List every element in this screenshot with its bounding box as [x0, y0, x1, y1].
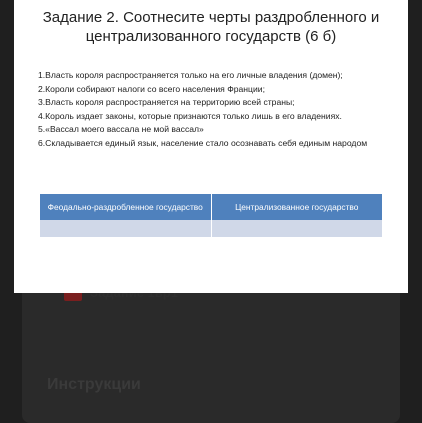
instructions-label: Инструкции — [47, 376, 141, 393]
answer-table — [40, 194, 382, 237]
statement-list — [38, 69, 388, 150]
col-header-feudal: Феодально-раздробленное государство — [40, 194, 211, 220]
table-cell-centralized — [211, 220, 382, 237]
statement-item: 6.Складывается единый язык, население стало осознавать себя единым народом — [38, 137, 368, 148]
heading-line-1: Задание 2. Соотнесите черты раздробленного и — [42, 9, 380, 26]
statement-item: 2.Короли собирают налоги со всего населения Франции; — [38, 83, 265, 94]
statement-item: 5.«Вассал моего вассала не мой вассал» — [38, 124, 204, 134]
statement-item: 4.Король издает законы, которые признаются только лишь в его владениях. — [38, 110, 342, 121]
table-row — [40, 220, 382, 237]
table-header-row — [40, 194, 382, 220]
assignment-heading — [14, 8, 408, 46]
table-cell-feudal — [40, 220, 211, 237]
col-header-centralized: Централизованное государство — [211, 194, 382, 220]
statement-item: 3.Власть короля распространяется на территорию всей страны; — [38, 97, 295, 107]
assignment-slide-image — [14, 0, 408, 293]
heading-line-2: централизованного государств (6 б) — [85, 28, 337, 45]
statement-item: 1.Власть короля распространяется только на его личные владения (домен); — [38, 70, 343, 80]
